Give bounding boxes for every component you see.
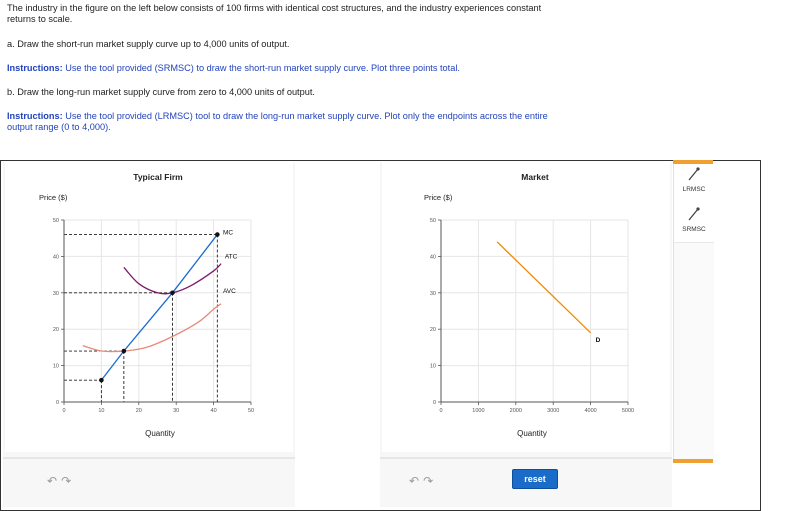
palette-top-bar	[673, 160, 713, 164]
market-tick-label-x: 5000	[621, 408, 635, 414]
market-tick-label-y: 0	[432, 400, 436, 406]
market-tick-label-x: 3000	[547, 408, 560, 414]
market-ylabel: Price ($)	[424, 193, 453, 202]
firm-xlabel: Quantity	[145, 429, 175, 438]
firm-graph[interactable]	[3, 162, 295, 462]
avc-curve	[83, 304, 221, 352]
demand-curve	[497, 242, 590, 333]
lrmsc-label: LRMSC	[682, 186, 706, 193]
market-title: Market	[521, 172, 549, 182]
line-tool-icon	[674, 202, 714, 224]
reset-button[interactable]: reset	[512, 469, 558, 489]
market-tick-label-x: 4000	[584, 408, 597, 414]
plotted-point	[122, 349, 127, 354]
part-a-text: a. Draw the short-run market supply curve up to 4,000 units of output.	[7, 39, 290, 49]
firm-ylabel: Price ($)	[39, 193, 68, 202]
market-tick-label-x: 0	[439, 408, 443, 414]
mc-label: MC	[222, 229, 234, 237]
firm-tick-label-x: 50	[247, 408, 255, 414]
firm-tick-label-x: 10	[98, 408, 105, 414]
firm-undo-redo	[47, 474, 75, 488]
undo-icon[interactable]: ↶	[409, 474, 420, 488]
market-panel-divider	[380, 457, 672, 459]
firm-tick-label-y: 20	[52, 327, 59, 334]
firm-panel-divider	[3, 457, 295, 459]
market-tick-label-y: 30	[429, 290, 436, 297]
intro-text: The industry in the figure on the left below consists of 100 firms with identical cost structures, and the industry experiences constant returns to scale.	[7, 3, 542, 24]
market-xlabel: Quantity	[517, 429, 547, 438]
line-tool-icon	[674, 162, 714, 184]
market-graph[interactable]	[380, 162, 672, 462]
market-undo-redo	[409, 474, 437, 488]
redo-icon[interactable]: ↷	[61, 474, 72, 488]
instructions-a: Instructions: Use the tool provided (SRMSC) to draw the short-run market supply curve. Plot three points total.	[7, 63, 460, 73]
demand-label: D	[595, 336, 601, 344]
firm-tick-label-y: 30	[52, 290, 59, 297]
market-tick-label-y: 20	[429, 327, 436, 334]
firm-tick-label-y: 0	[55, 400, 59, 406]
atc-label: ATC	[224, 253, 238, 261]
undo-icon[interactable]: ↶	[47, 474, 58, 488]
firm-tick-label-x: 20	[135, 408, 142, 414]
srmsc-label: SRMSC	[682, 226, 706, 233]
market-tick-label-y: 40	[429, 254, 436, 261]
market-tick-label-x: 2000	[509, 408, 522, 414]
market-tick-label-y: 50	[429, 218, 436, 224]
srmsc-tool-button[interactable]	[674, 202, 714, 243]
market-tick-label-x: 1000	[472, 408, 485, 414]
tool-palette	[673, 162, 714, 462]
lrmsc-tool-button[interactable]	[674, 162, 714, 203]
firm-tick-label-y: 40	[52, 254, 59, 261]
plotted-point	[99, 378, 104, 383]
firm-tick-label-x: 30	[173, 408, 180, 414]
part-b-text: b. Draw the long-run market supply curve from zero to 4,000 units of output.	[7, 87, 315, 97]
instructions-b: Instructions: Use the tool provided (LRMSC) tool to draw the long-run market supply curve. Plot only the endpoints across the entire output range (0 to 4,000).	[7, 111, 548, 132]
firm-tick-label-y: 50	[52, 218, 59, 224]
palette-bottom-bar	[673, 459, 713, 463]
market-tick-label-y: 10	[429, 363, 436, 370]
plotted-point	[170, 291, 175, 296]
firm-tick-label-x: 40	[210, 408, 217, 414]
firm-title: Typical Firm	[133, 172, 183, 182]
redo-icon[interactable]: ↷	[423, 474, 434, 488]
avc-label: AVC	[222, 287, 236, 295]
firm-tick-label-y: 10	[52, 363, 59, 370]
plotted-point	[215, 232, 220, 237]
firm-tick-label-x: 0	[62, 408, 66, 414]
